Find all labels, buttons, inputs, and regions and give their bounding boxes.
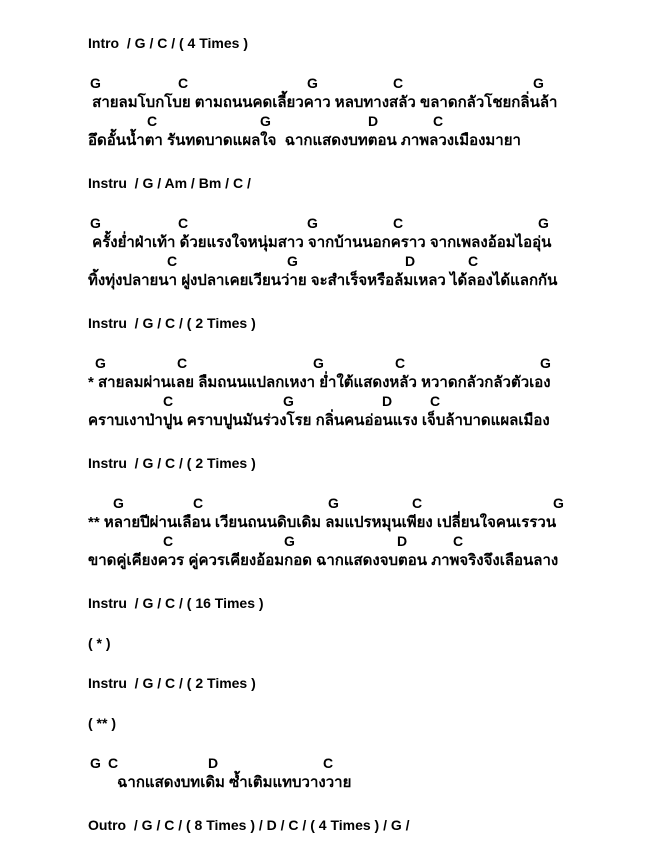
chord-symbol-C: C [177, 355, 188, 371]
chord-symbol-G: G [90, 755, 101, 771]
chord-symbol-D: D [368, 113, 379, 129]
chord-symbol-C: C [412, 495, 423, 511]
section-label-instru: Instru / G / C / ( 16 Times ) [88, 595, 264, 611]
section-label-instru: Instru / G / C / ( 2 Times ) [88, 455, 256, 471]
chord-symbol-G: G [284, 533, 295, 549]
lyric-line: * สายลมผ่านเลย ลืมถนนแปลกเหงา ย่ำใต้แสดงหลัว หวาดกลัวกลัวตัวเอง [88, 374, 551, 391]
chord-symbol-C: C [430, 393, 441, 409]
chord-symbol-C: C [453, 533, 464, 549]
lyric-line: ครั้งย่ำฝ่าเท้า ด้วยแรงใจหนุ่มสาว จากบ้านนอกคราว จากเพลงอ้อมไออุ่น [88, 234, 552, 251]
chord-symbol-D: D [382, 393, 393, 409]
chord-row [88, 74, 660, 93]
chord-symbol-G: G [260, 113, 271, 129]
chord-symbol-C: C [167, 253, 178, 269]
section-label-outro: Outro / G / C / ( 8 Times ) / D / C / ( 4 Times ) / G / [88, 817, 410, 833]
chord-row [88, 494, 660, 513]
verse-block [88, 354, 660, 430]
lyric-line: ** หลายปีผ่านเลือน เวียนถนนดิบเดิม ลมแปรหมุนเพียง เปลี่ยนใจคนเรรวน [88, 514, 557, 531]
chord-symbol-C: C [178, 75, 189, 91]
chord-symbol-C: C [393, 215, 404, 231]
chord-symbol-G: G [307, 75, 318, 91]
chord-row [88, 532, 660, 551]
lyric-line: อึดอั้นน้ำตา รันทดบาดแผลใจ ฉากแสดงบทตอน ภาพลวงเมืองมายา [88, 132, 521, 149]
chord-symbol-G: G [283, 393, 294, 409]
lyric-line: ฉากแสดงบทเดิม ซ้ำเติมแทบวางวาย [88, 774, 352, 791]
lyric-line: ขาดคู่เคียงควร คู่ควรเคียงอ้อมกอด ฉากแสดงจบตอน ภาพจริงจึงเลือนลาง [88, 552, 559, 569]
chord-symbol-G: G [113, 495, 124, 511]
chord-row [88, 252, 660, 271]
chord-symbol-G: G [328, 495, 339, 511]
lyric-line: คราบเงาป่าปูน คราบปูนมันร่วงโรย กลิ่นคนอ่อนแรง เจ็บล้าบาดแผลเมือง [88, 412, 550, 429]
chord-symbol-G: G [287, 253, 298, 269]
chord-symbol-C: C [108, 755, 119, 771]
chord-symbol-C: C [468, 253, 479, 269]
chord-symbol-G: G [95, 355, 106, 371]
chord-symbol-G: G [538, 215, 549, 231]
lyric-line: สายลมโบกโบย ตามถนนคดเลี้ยวคาว หลบทางสลัว ขลาดกลัวโชยกลิ่นล้า [88, 94, 558, 111]
chord-symbol-G: G [553, 495, 564, 511]
chord-symbol-D: D [208, 755, 219, 771]
chord-symbol-G: G [540, 355, 551, 371]
chord-symbol-C: C [433, 113, 444, 129]
chord-row [88, 112, 660, 131]
chord-row [88, 354, 660, 373]
chord-symbol-G: G [533, 75, 544, 91]
chord-symbol-D: D [405, 253, 416, 269]
chord-symbol-G: G [313, 355, 324, 371]
verse-block [88, 214, 660, 290]
section-label-instru: Instru / G / C / ( 2 Times ) [88, 315, 256, 331]
chord-symbol-C: C [178, 215, 189, 231]
chord-row [88, 754, 660, 773]
section-label-marker: ( ** ) [88, 715, 116, 731]
chord-symbol-D: D [397, 533, 408, 549]
section-label-intro: Intro / G / C / ( 4 Times ) [88, 35, 248, 51]
section-label-instru: Instru / G / C / ( 2 Times ) [88, 675, 256, 691]
chord-symbol-C: C [323, 755, 334, 771]
chord-symbol-C: C [163, 393, 174, 409]
chord-symbol-C: C [193, 495, 204, 511]
chord-symbol-C: C [147, 113, 158, 129]
chord-symbol-C: C [393, 75, 404, 91]
section-label-marker: ( * ) [88, 635, 111, 651]
chord-symbol-G: G [90, 75, 101, 91]
chord-row [88, 392, 660, 411]
chord-symbol-C: C [395, 355, 406, 371]
verse-block [88, 494, 660, 570]
chord-row [88, 214, 660, 233]
verse-block [88, 74, 660, 150]
section-label-instru: Instru / G / Am / Bm / C / [88, 175, 251, 191]
chord-symbol-C: C [163, 533, 174, 549]
chord-symbol-G: G [90, 215, 101, 231]
verse-block [88, 754, 660, 792]
chord-symbol-G: G [307, 215, 318, 231]
lyric-line: ทิ้งทุ่งปลายนา ฝูงปลาเคยเวียนว่าย จะสำเร็จหรือล้มเหลว ได้ลองได้แลกกัน [88, 272, 558, 289]
